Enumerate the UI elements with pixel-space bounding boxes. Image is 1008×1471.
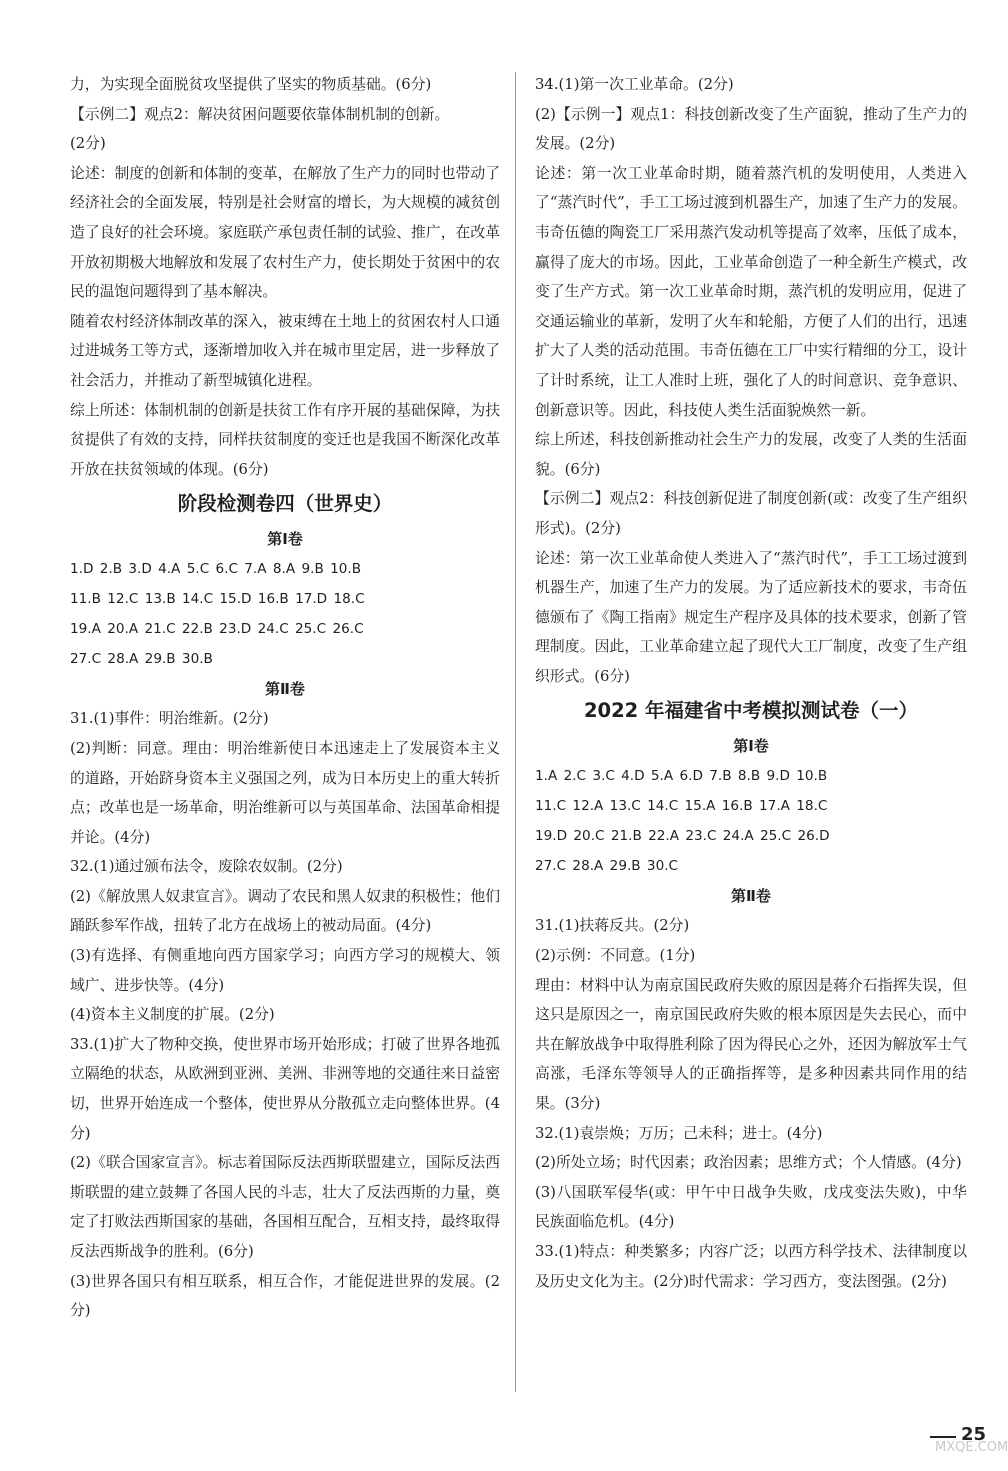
- section-title: 2022 年福建省中考模拟测试卷（一）: [583, 699, 919, 723]
- answer-paragraph: 综上所述，科技创新推动社会生产力的发展，改变了人类的生活面貌。(6分): [535, 431, 967, 478]
- answer-key-row: 11.B 12.C 13.B 14.C 15.D 16.B 17.D 18.C: [70, 591, 365, 608]
- answer-paragraph: (4)资本主义制度的扩展。(2分): [70, 1006, 275, 1024]
- answer-key-row: 19.A 20.A 21.C 22.B 23.D 24.C 25.C 26.C: [70, 621, 364, 638]
- answer-paragraph: 论述：第一次工业革命使人类进入了“蒸汽时代”，手工工场过渡到机器生产，加速了生产力的发展。为了适应新技术的要求，韦奇伍德颁布了《陶工指南》规定生产程序及具体的技术要求，创新了管理制度。因此，工业革命建立起了现代大工厂制度，改变了生产组织形式。(6分): [535, 549, 967, 685]
- answer-paragraph: (2分): [70, 135, 106, 153]
- answer-key-row: 27.C 28.A 29.B 30.C: [535, 858, 679, 875]
- part-heading: 第Ⅰ卷: [267, 530, 303, 549]
- answer-paragraph: 论述：第一次工业革命时期，随着蒸汽机的发明使用，人类进入了“蒸汽时代”，手工工场过渡到机器生产，加速了生产力的发展。韦奇伍德的陶瓷工厂采用蒸汽发动机等提高了效率，压低了成本，赢得了庞大的市场。因此，工业革命创造了一种全新生产模式，改变了生产方式。第一次工业革命时期，蒸汽机的发明应用，促进了交通运输业的革新，发明了火车和轮船，方便了人们的出行，迅速扩大了人类的活动范围。韦奇伍德在工厂中实行精细的分工，设计了计时系统，让工人准时上班，强化了人的时间意识、竞争意识、创新意识等。因此，科技使人类生活面貌焕然一新。: [535, 164, 967, 419]
- answer-paragraph: 32.(1)袁崇焕；万历；己未科；进士。(4分): [535, 1124, 823, 1142]
- answer-paragraph: 随着农村经济体制改革的深入，被束缚在土地上的贫困农村人口通过进城务工等方式，逐渐增加收入并在城市里定居，进一步释放了社会活力，并推动了新型城镇化进程。: [70, 312, 500, 389]
- answer-paragraph: 34.(1)第一次工业革命。(2分): [535, 76, 734, 93]
- answer-paragraph: (2)《解放黑人奴隶宣言》。调动了农民和黑人奴隶的积极性；他们踊跃参军作战，扭转了北方在战场上的被动局面。(4分): [70, 887, 500, 935]
- answer-paragraph: (2)【示例一】观点1：科技创新改变了生产面貌，推动了生产力的发展。(2分): [535, 105, 967, 153]
- answer-paragraph: 33.(1)特点：种类繁多；内容广泛；以西方科学技术、法律制度以及历史文化为主。(2分)时代需求：学习西方，变法图强。(2分): [535, 1243, 967, 1290]
- answer-paragraph: (3)八国联军侵华(或：甲午中日战争失败，戊戌变法失败)，中华民族面临危机。(4分): [535, 1183, 967, 1231]
- page-number: 25: [960, 1424, 986, 1445]
- part-heading: 第Ⅱ卷: [265, 680, 305, 699]
- answer-paragraph: 31.(1)事件：明治维新。(2分): [70, 710, 269, 728]
- answer-paragraph: 综上所述：体制机制的创新是扶贫工作有序开展的基础保障，为扶贫提供了有效的支持，同样扶贫制度的变迁也是我国不断深化改革开放在扶贫领域的体现。(6分): [70, 401, 500, 478]
- answer-paragraph: 理由：材料中认为南京国民政府失败的原因是蒋介石指挥失误，但这只是原因之一，南京国民政府失败的根本原因是失去民心，而中共在解放战争中取得胜利除了因为得民心之外，还因为解放军士气高涨，毛泽东等领导人的正确指挥等，是多种因素共同作用的结果。(3分): [535, 976, 967, 1113]
- answer-paragraph: (2)判断：同意。理由：明治维新使日本迅速走上了发展资本主义的道路，开始跻身资本主义强国之列，成为日本历史上的重大转折点；改革也是一场革命，明治维新可以与英国革命、法国革命相提并论。(4分): [70, 739, 500, 846]
- answer-paragraph: (3)有选择、有侧重地向西方国家学习；向西方学习的规模大、领域广、进步快等。(4分): [70, 947, 500, 994]
- answer-paragraph: (2)示例：不同意。(1分): [535, 947, 696, 965]
- answer-paragraph: 31.(1)扶蒋反共。(2分): [535, 917, 690, 935]
- watermark: MXQE.COM: [935, 1440, 1008, 1455]
- answer-paragraph: 32.(1)通过颁布法令，废除农奴制。(2分): [70, 858, 343, 876]
- part-heading: 第Ⅱ卷: [731, 887, 771, 906]
- left-column: [70, 70, 500, 1326]
- part-heading: 第Ⅰ卷: [733, 737, 769, 756]
- answer-key-row: 27.C 28.A 29.B 30.B: [70, 651, 213, 668]
- answer-key-row: 11.C 12.A 13.C 14.C 15.A 16.B 17.A 18.C: [535, 798, 828, 815]
- column-divider: [515, 72, 516, 1392]
- answer-paragraph: 【示例二】观点2：科技创新促进了制度创新(或：改变了生产组织形式)。(2分): [535, 490, 967, 537]
- answer-key-row: 1.A 2.C 3.C 4.D 5.A 6.D 7.B 8.B 9.D 10.B: [535, 768, 828, 785]
- answer-key-row: 19.D 20.C 21.B 22.A 23.C 24.A 25.C 26.D: [535, 828, 830, 845]
- answer-paragraph: 论述：制度的创新和体制的变革，在解放了生产力的同时也带动了经济社会的全面发展，特别是社会财富的增长，为大规模的减贫创造了良好的社会环境。家庭联产承包责任制的试验、推广，在改革开放初期极大地解放和发展了农村生产力，使长期处于贫困中的农民的温饱问题得到了基本解决。: [70, 164, 500, 301]
- answer-paragraph: 【示例二】观点2：解决贫困问题要依靠体制机制的创新。: [70, 105, 450, 123]
- answer-paragraph: 力，为实现全面脱贫攻坚提供了坚实的物质基础。(6分): [70, 76, 432, 93]
- answer-paragraph: (2)《联合国家宣言》。标志着国际反法西斯联盟建立，国际反法西斯联盟的建立鼓舞了各国人民的斗志，壮大了反法西斯的力量，奠定了打败法西斯国家的基础，各国相互配合，互相支持，最终取得反法西斯战争的胜利。(6分): [70, 1154, 500, 1260]
- right-column: [535, 70, 967, 1296]
- answer-paragraph: 33.(1)扩大了物种交换，使世界市场开始形成；打破了世界各地孤立隔绝的状态，从欧洲到亚洲、美洲、非洲等地的交通往来日益密切，世界开始连成一个整体，使世界从分散孤立走向整体世界。(4分): [70, 1035, 500, 1142]
- answer-key-row: 1.D 2.B 3.D 4.A 5.C 6.C 7.A 8.A 9.B 10.B: [70, 561, 362, 578]
- section-title: 阶段检测卷四（世界史）: [177, 492, 393, 516]
- page-number-rule: [930, 1436, 956, 1438]
- answer-paragraph: (2)所处立场；时代因素；政治因素；思维方式；个人情感。(4分): [535, 1154, 962, 1172]
- answer-paragraph: (3)世界各国只有相互联系，相互合作，才能促进世界的发展。(2分): [70, 1272, 500, 1320]
